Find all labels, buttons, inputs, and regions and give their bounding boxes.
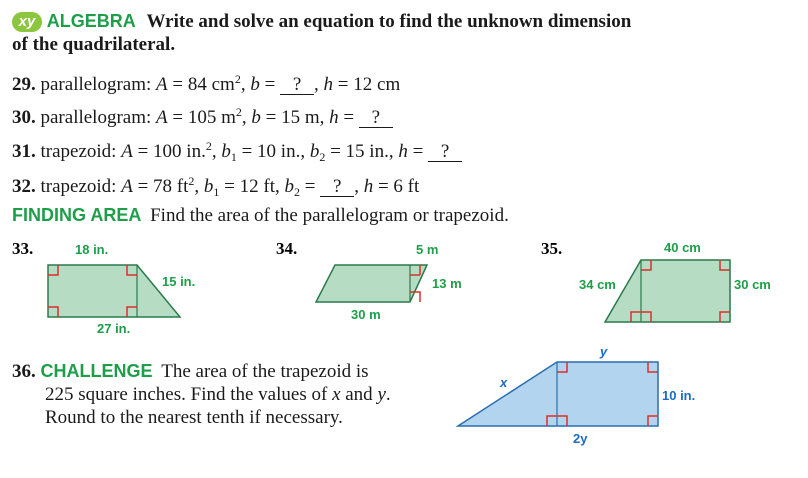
figure-34-number: 34. [276, 239, 298, 258]
figure-34-top-label: 5 m [416, 242, 439, 257]
finding-area-header [12, 204, 509, 227]
challenge-y-label: y [600, 344, 608, 359]
figure-34-parallelogram [316, 265, 427, 302]
xy-badge-icon: xy [12, 12, 42, 32]
exercise-header [12, 10, 802, 33]
problem-29: 29. parallelogram: A = 84 $cm^2$, b = ? , h = 12 cm [12, 72, 401, 95]
challenge-label: CHALLENGE [40, 361, 153, 381]
area-figures [0, 230, 808, 345]
figure-34-side-label: 13 m [432, 276, 462, 291]
category-label: ALGEBRA [46, 11, 136, 31]
problem-30: 30. parallelogram: A = 105 $m^2$, b = 15 m, h = ? [12, 101, 393, 129]
figure-33-top-label: 18 in. [75, 242, 109, 257]
challenge-line2: 225 square inches. Find the values of x and y. [45, 384, 391, 405]
challenge-side-label: 10 in. [662, 388, 696, 403]
figure-35-number: 35. [541, 239, 563, 258]
figure-34-bottom-label: 30 m [351, 307, 381, 322]
problem-31: 31. trapezoid: A = 100 in.$^2$, $b_1 = 10$ in., $b_2 = 15$ in., h = ? [12, 135, 462, 168]
challenge-bottom-label: 2y [573, 431, 588, 446]
figure-33-side-label: 15 in. [162, 274, 196, 289]
figure-35-top-label: 40 cm [664, 240, 701, 255]
challenge-line1: 36. CHALLENGE The area of the trapezoid is [12, 361, 369, 382]
figure-33-number: 33. [12, 239, 34, 258]
answer-blank: ? [280, 76, 314, 95]
figure-35-trapezoid [605, 260, 730, 322]
finding-area-instruction: Find the area of the parallelogram or trapezoid. [150, 205, 509, 226]
challenge-x-label: x [500, 375, 508, 390]
challenge-line3: Round to the nearest tenth if necessary. [45, 407, 343, 428]
problem-32: 32. trapezoid: A = 78 $ft^2$, $b_1 = 12$ ft, $b_2$ = ? , h = 6 ft [12, 174, 420, 199]
figure-35-left-label: 34 cm [579, 277, 616, 292]
instruction-line2: of the quadrilateral. [12, 34, 176, 55]
challenge-trapezoid [458, 362, 658, 426]
answer-blank: ? [428, 143, 462, 162]
answer-blank: ? [320, 178, 354, 197]
instruction-line1: Write and solve an equation to find the unknown dimension [146, 11, 632, 32]
figure-33-bottom-label: 27 in. [97, 321, 131, 336]
figure-33-trapezoid [48, 265, 180, 317]
figure-35-right-label: 30 cm [734, 277, 771, 292]
finding-area-label: FINDING AREA [12, 205, 142, 225]
answer-blank: ? [359, 109, 393, 128]
challenge-figure [440, 340, 720, 460]
